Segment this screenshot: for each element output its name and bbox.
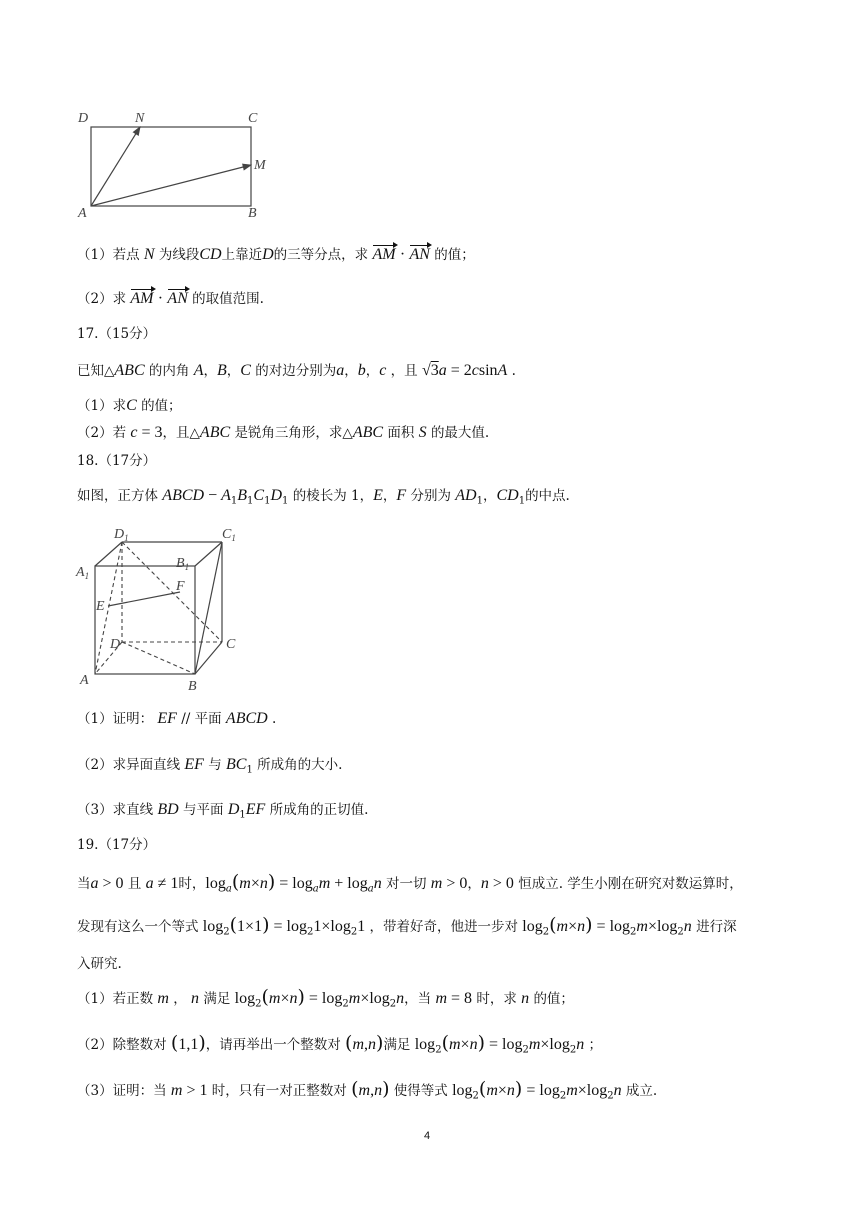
q19-header: 19.（17分） <box>77 837 157 853</box>
label-C: C <box>226 637 236 652</box>
label-D1: $D_1$ <box>114 527 129 543</box>
q17-part1: （1）求C 的值； <box>77 397 182 414</box>
page-number: 4 <box>424 1130 431 1142</box>
cube-figure <box>70 522 250 692</box>
label-C: C <box>248 111 258 126</box>
label-A: A <box>78 206 87 221</box>
label-A: A <box>80 673 89 688</box>
label-C1: $C_1$ <box>222 527 236 543</box>
label-F: F <box>176 579 185 594</box>
q18-part3: （3）求直线 BD 与平面 $D_1EF$ 所成角的正切值. <box>77 801 369 821</box>
q19-part2: （2）除整数对 (1,1)，请再举出一个整数对 (m,n)满足 $\log_2(m\times n) = \log_2m\times\log_2n$ ； <box>77 1032 603 1056</box>
label-D: D <box>78 111 89 126</box>
q19-part1: （1）若正数 m ， n 满足 $\log_2(m\times n) = \log_2m\times\log_2n$，当 m = 8 时，求 n 的值； <box>77 986 574 1010</box>
label-E: E <box>96 599 105 614</box>
label-D: D <box>110 637 121 652</box>
rectangle-vector-figure <box>70 105 290 225</box>
label-M: M <box>254 158 266 173</box>
q18-part1: （1）证明： EF // 平面 ABCD . <box>77 710 277 727</box>
q16-part1: （1）若点 N 为线段CD上靠近D的三等分点，求 AM · AN 的值； <box>77 246 475 263</box>
label-B: B <box>248 206 257 221</box>
q17-part2: （2）若 c = 3，且△ABC 是锐角三角形，求△ABC 面积 S 的最大值. <box>77 424 490 441</box>
label-B1: $B_1$ <box>176 556 190 572</box>
q17-stem: 已知△ABC 的内角 A，B，C 的对边分别为a，b，c ，且 √3a = 2csinA . <box>77 362 516 379</box>
label-N: N <box>135 111 145 126</box>
q18-header: 18.（17分） <box>77 453 157 469</box>
label-A1: $A_1$ <box>76 565 90 581</box>
q19-line2: 发现有这么一个等式 $\log_2(1\times 1) = \log_21\times\log_21$ ，带着好奇，他进一步对 $\log_2(m\times n) = \log_2m\times\log_2n$ 进行深 <box>77 914 737 938</box>
q16-part2: （2）求 AM · AN 的取值范围. <box>77 290 264 307</box>
q19-part3: （3）证明：当 m > 1 时，只有一对正整数对 (m,n) 使得等式 $\log_2(m\times n) = \log_2m\times\log_2n$ 成立. <box>77 1078 658 1102</box>
q18-part2: （2）求异面直线 EF 与 $BC_1$ 所成角的大小. <box>77 756 343 776</box>
q19-line1: 当a > 0 且 a ≠ 1时，$\log_a(m\times n) = \log_am + \log_an$ 对一切 m > 0，n > 0 恒成立. 学生小刚在研究对数运算时， <box>77 871 743 895</box>
label-B: B <box>188 679 197 692</box>
q18-stem: 如图，正方体 ABCD − $A_1B_1C_1D_1$ 的棱长为 1，E，F 分别为 $AD_1$，$CD_1$的中点. <box>77 487 570 507</box>
q17-header: 17.（15分） <box>77 326 157 342</box>
q19-line3: 入研究. <box>77 956 122 972</box>
